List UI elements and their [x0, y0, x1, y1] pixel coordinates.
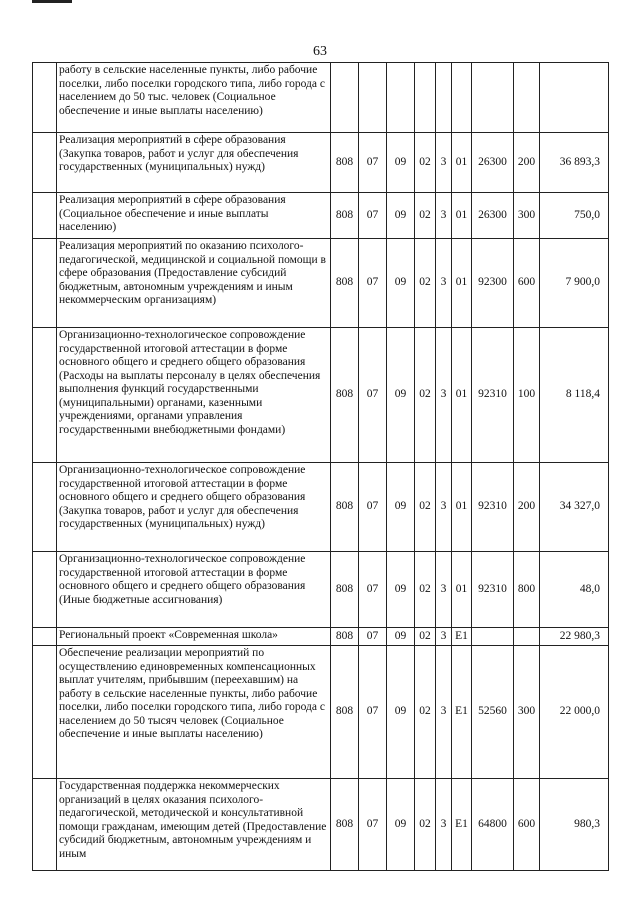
- subsection-code: 09: [387, 552, 415, 628]
- direction-code: 64800: [472, 779, 514, 871]
- direction-code: 92310: [472, 552, 514, 628]
- section-code: 07: [359, 463, 387, 552]
- table-row: [33, 646, 609, 779]
- subprogram-code: 3: [436, 628, 452, 646]
- program-code: 02: [415, 628, 436, 646]
- amount: 8 118,4: [540, 328, 609, 463]
- section-code: 07: [359, 646, 387, 779]
- subsection-code: 09: [387, 779, 415, 871]
- main-event-code: E1: [452, 646, 472, 779]
- program-code: 02: [415, 193, 436, 239]
- amount: 22 980,3: [540, 628, 609, 646]
- expense-type-code: [514, 628, 540, 646]
- expense-name: Реализация мероприятий в сфере образования (Закупка товаров, работ и услуг для обеспечения государственных (муниципальных) нужд): [57, 133, 331, 193]
- row-index-cell: [33, 63, 57, 133]
- main-event-code: 01: [452, 193, 472, 239]
- subprogram-code: [436, 63, 452, 133]
- row-index-cell: [33, 133, 57, 193]
- direction-code: [472, 628, 514, 646]
- scan-corner-mark: [32, 0, 72, 3]
- subsection-code: 09: [387, 193, 415, 239]
- direction-code: 26300: [472, 133, 514, 193]
- admin-code: 808: [331, 239, 359, 328]
- section-code: 07: [359, 239, 387, 328]
- expense-type-code: 800: [514, 552, 540, 628]
- table-row: [33, 328, 609, 463]
- amount: [540, 63, 609, 133]
- row-index-cell: [33, 628, 57, 646]
- admin-code: 808: [331, 779, 359, 871]
- admin-code: 808: [331, 552, 359, 628]
- subsection-code: [387, 63, 415, 133]
- subsection-code: 09: [387, 628, 415, 646]
- program-code: 02: [415, 552, 436, 628]
- table-row: [33, 463, 609, 552]
- subprogram-code: 3: [436, 193, 452, 239]
- program-code: 02: [415, 463, 436, 552]
- program-code: 02: [415, 646, 436, 779]
- subprogram-code: 3: [436, 552, 452, 628]
- expense-type-code: 300: [514, 193, 540, 239]
- expense-name: Реализация мероприятий по оказанию психолого-педагогической, медицинской и социальной помощи в сфере образования (Предоставление субсидий бюджетным, автономным учреждениям и иным некоммерческим организациям): [57, 239, 331, 328]
- subprogram-code: 3: [436, 646, 452, 779]
- admin-code: [331, 63, 359, 133]
- amount: 22 000,0: [540, 646, 609, 779]
- admin-code: 808: [331, 328, 359, 463]
- program-code: [415, 63, 436, 133]
- amount: 750,0: [540, 193, 609, 239]
- table-row: [33, 63, 609, 133]
- main-event-code: 01: [452, 328, 472, 463]
- row-index-cell: [33, 463, 57, 552]
- section-code: 07: [359, 628, 387, 646]
- expense-name: Региональный проект «Современная школа»: [57, 628, 331, 646]
- expense-type-code: [514, 63, 540, 133]
- program-code: 02: [415, 239, 436, 328]
- main-event-code: E1: [452, 628, 472, 646]
- expense-name: Государственная поддержка некоммерческих организаций в целях оказания психолого-педагогической, методической и консультативной помощи гражданам, имеющим детей (Предоставление субсидий бюджетным, автономным учреждениям и иным: [57, 779, 331, 871]
- section-code: 07: [359, 133, 387, 193]
- direction-code: 92310: [472, 463, 514, 552]
- admin-code: 808: [331, 133, 359, 193]
- expense-type-code: 600: [514, 239, 540, 328]
- expense-name: Организационно-технологическое сопровождение государственной итоговой аттестации в форме основного общего и среднего общего образования (Расходы на выплаты персоналу в целях обеспечения выполнения функций государственными (муниципальными) органами, казенными учреждениями, органами управления государственными внебюджетными фондами): [57, 328, 331, 463]
- amount: 34 327,0: [540, 463, 609, 552]
- budget-table: [32, 62, 609, 871]
- main-event-code: 01: [452, 239, 472, 328]
- row-index-cell: [33, 239, 57, 328]
- section-code: [359, 63, 387, 133]
- table-row: [33, 552, 609, 628]
- expense-type-code: 200: [514, 133, 540, 193]
- admin-code: 808: [331, 463, 359, 552]
- expense-type-code: 300: [514, 646, 540, 779]
- expense-name: Организационно-технологическое сопровождение государственной итоговой аттестации в форме основного общего и среднего общего образования (Закупка товаров, работ и услуг для обеспечения государственных (муниципальных) нужд): [57, 463, 331, 552]
- amount: 48,0: [540, 552, 609, 628]
- section-code: 07: [359, 193, 387, 239]
- table-row: [33, 193, 609, 239]
- expense-type-code: 100: [514, 328, 540, 463]
- section-code: 07: [359, 328, 387, 463]
- admin-code: 808: [331, 193, 359, 239]
- main-event-code: 01: [452, 552, 472, 628]
- program-code: 02: [415, 133, 436, 193]
- table-row: [33, 779, 609, 871]
- direction-code: 92300: [472, 239, 514, 328]
- main-event-code: 01: [452, 463, 472, 552]
- subprogram-code: 3: [436, 239, 452, 328]
- section-code: 07: [359, 552, 387, 628]
- expense-type-code: 600: [514, 779, 540, 871]
- program-code: 02: [415, 328, 436, 463]
- main-event-code: 01: [452, 133, 472, 193]
- table-row: [33, 628, 609, 646]
- subsection-code: 09: [387, 328, 415, 463]
- direction-code: 92310: [472, 328, 514, 463]
- row-index-cell: [33, 328, 57, 463]
- subprogram-code: 3: [436, 133, 452, 193]
- amount: 36 893,3: [540, 133, 609, 193]
- row-index-cell: [33, 646, 57, 779]
- row-index-cell: [33, 193, 57, 239]
- admin-code: 808: [331, 646, 359, 779]
- expense-name: Организационно-технологическое сопровождение государственной итоговой аттестации в форме основного общего и среднего общего образования (Иные бюджетные ассигнования): [57, 552, 331, 628]
- expense-type-code: 200: [514, 463, 540, 552]
- subsection-code: 09: [387, 239, 415, 328]
- direction-code: [472, 63, 514, 133]
- table-row: [33, 239, 609, 328]
- subsection-code: 09: [387, 646, 415, 779]
- page-number: 63: [313, 44, 327, 59]
- direction-code: 26300: [472, 193, 514, 239]
- subprogram-code: 3: [436, 328, 452, 463]
- expense-name: Реализация мероприятий в сфере образования (Социальное обеспечение и иные выплаты населению): [57, 193, 331, 239]
- row-index-cell: [33, 779, 57, 871]
- table-row: [33, 133, 609, 193]
- admin-code: 808: [331, 628, 359, 646]
- expense-name: работу в сельские населенные пункты, либо рабочие поселки, либо поселки городского типа, либо города с населением до 50 тыс. человек (Социальное обеспечение и иные выплаты населению): [57, 63, 331, 133]
- subsection-code: 09: [387, 133, 415, 193]
- main-event-code: [452, 63, 472, 133]
- amount: 980,3: [540, 779, 609, 871]
- row-index-cell: [33, 552, 57, 628]
- program-code: 02: [415, 779, 436, 871]
- subprogram-code: 3: [436, 463, 452, 552]
- budget-table-body: [33, 63, 609, 871]
- subprogram-code: 3: [436, 779, 452, 871]
- section-code: 07: [359, 779, 387, 871]
- amount: 7 900,0: [540, 239, 609, 328]
- direction-code: 52560: [472, 646, 514, 779]
- main-event-code: E1: [452, 779, 472, 871]
- subsection-code: 09: [387, 463, 415, 552]
- expense-name: Обеспечение реализации мероприятий по осуществлению единовременных компенсационных выплат учителям, прибывшим (переехавшим) на работу в сельские населенные пункты, либо рабочие поселки, либо поселки городского типа, либо города с населением до 50 тысяч человек (Социальное обеспечение и иные выплаты населению): [57, 646, 331, 779]
